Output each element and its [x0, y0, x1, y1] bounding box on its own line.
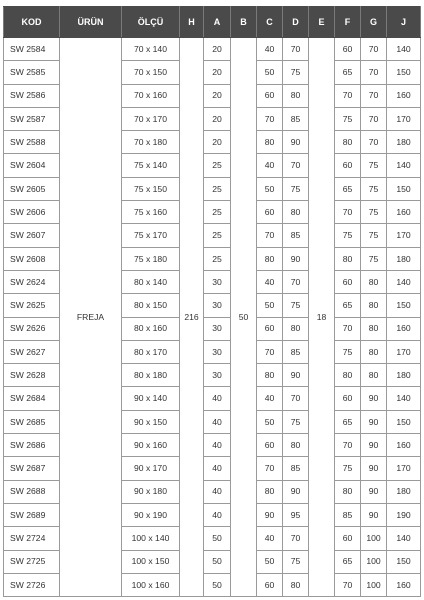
cell-olcu: 100 x 150 [122, 550, 180, 573]
cell-c: 40 [257, 154, 283, 177]
cell-f: 65 [335, 550, 361, 573]
cell-c: 60 [257, 317, 283, 340]
cell-g: 80 [361, 294, 387, 317]
cell-j: 180 [387, 247, 421, 270]
cell-a: 25 [204, 154, 231, 177]
cell-f: 70 [335, 434, 361, 457]
cell-d: 85 [283, 457, 309, 480]
cell-kod: SW 2584 [4, 38, 60, 61]
cell-j: 140 [387, 270, 421, 293]
cell-a: 20 [204, 107, 231, 130]
cell-a: 30 [204, 294, 231, 317]
cell-e: 18 [309, 38, 335, 597]
header-a: A [204, 7, 231, 38]
cell-a: 40 [204, 503, 231, 526]
cell-g: 80 [361, 340, 387, 363]
cell-d: 80 [283, 201, 309, 224]
cell-a: 40 [204, 457, 231, 480]
table-body [4, 38, 421, 597]
cell-a: 20 [204, 84, 231, 107]
cell-j: 140 [387, 154, 421, 177]
cell-a: 25 [204, 224, 231, 247]
cell-j: 140 [387, 387, 421, 410]
cell-g: 70 [361, 131, 387, 154]
cell-kod: SW 2585 [4, 61, 60, 84]
cell-d: 80 [283, 434, 309, 457]
cell-olcu: 70 x 180 [122, 131, 180, 154]
cell-f: 60 [335, 387, 361, 410]
cell-d: 70 [283, 38, 309, 61]
cell-g: 100 [361, 573, 387, 596]
cell-d: 75 [283, 61, 309, 84]
cell-kod: SW 2588 [4, 131, 60, 154]
cell-g: 75 [361, 201, 387, 224]
cell-a: 20 [204, 38, 231, 61]
cell-j: 160 [387, 573, 421, 596]
cell-kod: SW 2684 [4, 387, 60, 410]
cell-j: 150 [387, 550, 421, 573]
cell-f: 85 [335, 503, 361, 526]
cell-g: 90 [361, 410, 387, 433]
cell-g: 100 [361, 527, 387, 550]
cell-a: 30 [204, 340, 231, 363]
cell-olcu: 90 x 170 [122, 457, 180, 480]
cell-a: 40 [204, 410, 231, 433]
cell-j: 170 [387, 340, 421, 363]
cell-f: 75 [335, 224, 361, 247]
cell-kod: SW 2607 [4, 224, 60, 247]
cell-kod: SW 2628 [4, 364, 60, 387]
cell-kod: SW 2627 [4, 340, 60, 363]
cell-g: 70 [361, 61, 387, 84]
cell-j: 150 [387, 294, 421, 317]
cell-f: 70 [335, 573, 361, 596]
cell-olcu: 100 x 140 [122, 527, 180, 550]
header-row [4, 7, 421, 38]
table-row [4, 38, 421, 61]
cell-a: 20 [204, 61, 231, 84]
cell-j: 170 [387, 457, 421, 480]
cell-kod: SW 2724 [4, 527, 60, 550]
cell-c: 40 [257, 387, 283, 410]
cell-kod: SW 2587 [4, 107, 60, 130]
cell-c: 60 [257, 201, 283, 224]
cell-c: 40 [257, 527, 283, 550]
cell-kod: SW 2626 [4, 317, 60, 340]
cell-d: 85 [283, 107, 309, 130]
cell-olcu: 75 x 160 [122, 201, 180, 224]
cell-c: 50 [257, 177, 283, 200]
cell-f: 65 [335, 61, 361, 84]
cell-olcu: 80 x 150 [122, 294, 180, 317]
cell-a: 30 [204, 317, 231, 340]
cell-c: 90 [257, 503, 283, 526]
cell-olcu: 100 x 160 [122, 573, 180, 596]
product-spec-table [3, 6, 421, 597]
cell-j: 190 [387, 503, 421, 526]
cell-g: 75 [361, 154, 387, 177]
cell-f: 70 [335, 201, 361, 224]
cell-j: 160 [387, 84, 421, 107]
cell-kod: SW 2608 [4, 247, 60, 270]
cell-j: 160 [387, 434, 421, 457]
cell-olcu: 80 x 170 [122, 340, 180, 363]
cell-h: 216 [180, 38, 204, 597]
cell-d: 85 [283, 224, 309, 247]
header-d: D [283, 7, 309, 38]
cell-olcu: 70 x 160 [122, 84, 180, 107]
cell-olcu: 75 x 150 [122, 177, 180, 200]
cell-j: 180 [387, 364, 421, 387]
cell-d: 80 [283, 84, 309, 107]
cell-c: 50 [257, 550, 283, 573]
cell-j: 180 [387, 480, 421, 503]
cell-olcu: 75 x 170 [122, 224, 180, 247]
cell-j: 150 [387, 177, 421, 200]
cell-c: 50 [257, 410, 283, 433]
cell-olcu: 70 x 170 [122, 107, 180, 130]
cell-kod: SW 2686 [4, 434, 60, 457]
cell-d: 80 [283, 317, 309, 340]
cell-d: 70 [283, 527, 309, 550]
cell-c: 80 [257, 364, 283, 387]
cell-j: 150 [387, 410, 421, 433]
cell-d: 70 [283, 270, 309, 293]
cell-f: 60 [335, 38, 361, 61]
cell-g: 90 [361, 480, 387, 503]
cell-olcu: 80 x 180 [122, 364, 180, 387]
cell-f: 80 [335, 247, 361, 270]
cell-a: 30 [204, 270, 231, 293]
cell-g: 90 [361, 457, 387, 480]
cell-d: 90 [283, 480, 309, 503]
cell-f: 80 [335, 131, 361, 154]
cell-olcu: 70 x 140 [122, 38, 180, 61]
cell-d: 70 [283, 387, 309, 410]
cell-f: 60 [335, 270, 361, 293]
cell-f: 70 [335, 84, 361, 107]
cell-kod: SW 2624 [4, 270, 60, 293]
cell-kod: SW 2688 [4, 480, 60, 503]
cell-a: 50 [204, 550, 231, 573]
cell-c: 40 [257, 270, 283, 293]
cell-g: 80 [361, 270, 387, 293]
cell-a: 40 [204, 387, 231, 410]
cell-kod: SW 2586 [4, 84, 60, 107]
header-h: H [180, 7, 204, 38]
cell-g: 90 [361, 387, 387, 410]
header-b: B [231, 7, 257, 38]
cell-g: 90 [361, 503, 387, 526]
cell-c: 80 [257, 480, 283, 503]
cell-d: 75 [283, 294, 309, 317]
cell-a: 20 [204, 131, 231, 154]
cell-d: 85 [283, 340, 309, 363]
cell-kod: SW 2605 [4, 177, 60, 200]
cell-f: 65 [335, 294, 361, 317]
cell-c: 70 [257, 457, 283, 480]
header-urun: ÜRÜN [60, 7, 122, 38]
cell-kod: SW 2606 [4, 201, 60, 224]
cell-g: 80 [361, 364, 387, 387]
cell-c: 60 [257, 434, 283, 457]
cell-g: 90 [361, 434, 387, 457]
header-j: J [387, 7, 421, 38]
cell-olcu: 80 x 160 [122, 317, 180, 340]
cell-a: 50 [204, 573, 231, 596]
cell-d: 70 [283, 154, 309, 177]
cell-j: 150 [387, 61, 421, 84]
cell-a: 40 [204, 480, 231, 503]
cell-olcu: 90 x 150 [122, 410, 180, 433]
header-olcu: ÖLÇÜ [122, 7, 180, 38]
cell-olcu: 90 x 190 [122, 503, 180, 526]
cell-c: 40 [257, 38, 283, 61]
cell-a: 50 [204, 527, 231, 550]
table-header [4, 7, 421, 38]
cell-f: 75 [335, 340, 361, 363]
cell-a: 25 [204, 177, 231, 200]
cell-d: 75 [283, 550, 309, 573]
cell-f: 70 [335, 317, 361, 340]
cell-f: 65 [335, 410, 361, 433]
cell-c: 50 [257, 294, 283, 317]
cell-c: 70 [257, 107, 283, 130]
cell-olcu: 75 x 180 [122, 247, 180, 270]
cell-f: 60 [335, 527, 361, 550]
cell-olcu: 75 x 140 [122, 154, 180, 177]
cell-a: 30 [204, 364, 231, 387]
cell-j: 160 [387, 201, 421, 224]
header-g: G [361, 7, 387, 38]
cell-kod: SW 2725 [4, 550, 60, 573]
cell-a: 25 [204, 201, 231, 224]
cell-j: 180 [387, 131, 421, 154]
cell-c: 50 [257, 61, 283, 84]
cell-f: 80 [335, 480, 361, 503]
cell-g: 75 [361, 224, 387, 247]
cell-a: 25 [204, 247, 231, 270]
cell-b: 50 [231, 38, 257, 597]
cell-olcu: 80 x 140 [122, 270, 180, 293]
cell-d: 90 [283, 364, 309, 387]
header-kod: KOD [4, 7, 60, 38]
cell-c: 80 [257, 131, 283, 154]
cell-g: 80 [361, 317, 387, 340]
cell-j: 140 [387, 38, 421, 61]
cell-j: 170 [387, 224, 421, 247]
cell-kod: SW 2687 [4, 457, 60, 480]
cell-f: 80 [335, 364, 361, 387]
cell-d: 90 [283, 131, 309, 154]
cell-d: 95 [283, 503, 309, 526]
cell-f: 75 [335, 457, 361, 480]
cell-j: 160 [387, 317, 421, 340]
cell-d: 75 [283, 410, 309, 433]
cell-g: 75 [361, 247, 387, 270]
cell-a: 40 [204, 434, 231, 457]
cell-g: 75 [361, 177, 387, 200]
cell-j: 140 [387, 527, 421, 550]
cell-olcu: 90 x 160 [122, 434, 180, 457]
cell-c: 70 [257, 224, 283, 247]
cell-g: 100 [361, 550, 387, 573]
cell-d: 80 [283, 573, 309, 596]
cell-d: 90 [283, 247, 309, 270]
cell-j: 170 [387, 107, 421, 130]
cell-g: 70 [361, 38, 387, 61]
cell-product: FREJA [60, 38, 122, 597]
cell-olcu: 90 x 180 [122, 480, 180, 503]
header-e: E [309, 7, 335, 38]
cell-f: 65 [335, 177, 361, 200]
cell-olcu: 90 x 140 [122, 387, 180, 410]
cell-kod: SW 2625 [4, 294, 60, 317]
cell-c: 60 [257, 84, 283, 107]
header-c: C [257, 7, 283, 38]
cell-c: 70 [257, 340, 283, 363]
cell-kod: SW 2604 [4, 154, 60, 177]
cell-kod: SW 2685 [4, 410, 60, 433]
cell-g: 70 [361, 107, 387, 130]
cell-kod: SW 2726 [4, 573, 60, 596]
cell-g: 70 [361, 84, 387, 107]
cell-f: 60 [335, 154, 361, 177]
cell-d: 75 [283, 177, 309, 200]
cell-c: 80 [257, 247, 283, 270]
cell-f: 75 [335, 107, 361, 130]
cell-olcu: 70 x 150 [122, 61, 180, 84]
header-f: F [335, 7, 361, 38]
cell-c: 60 [257, 573, 283, 596]
cell-kod: SW 2689 [4, 503, 60, 526]
